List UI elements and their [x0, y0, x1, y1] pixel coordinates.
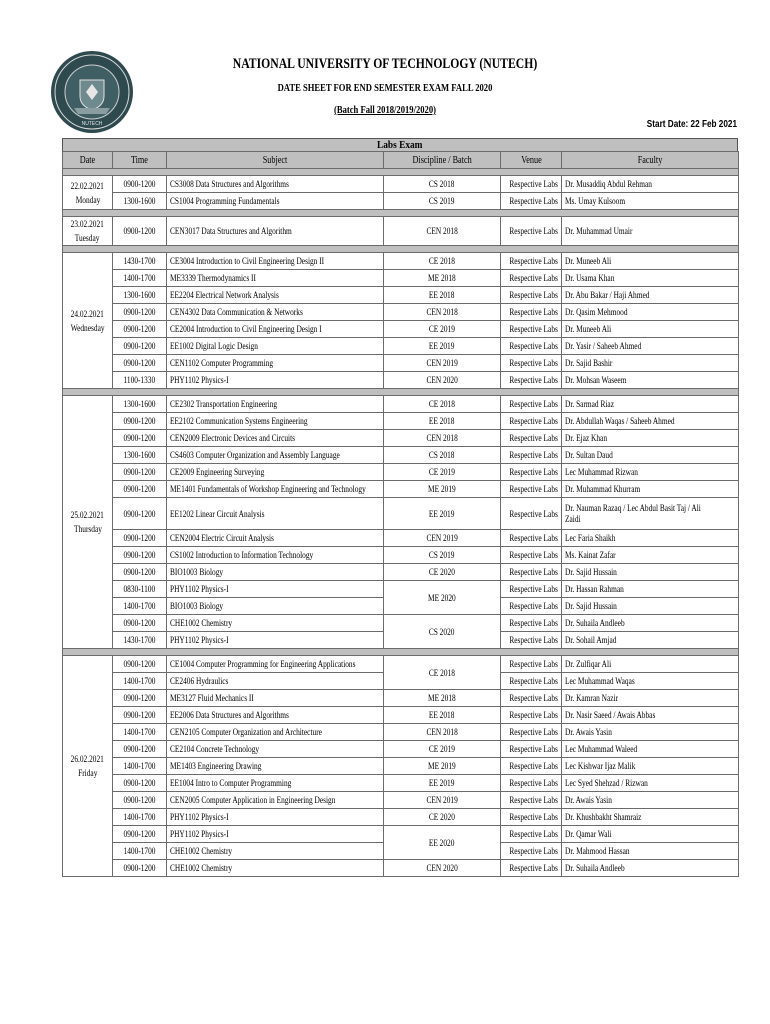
faculty-cell: Dr. Abu Bakar / Haji Ahmed — [562, 287, 739, 304]
discipline-cell: CS 2019 — [384, 193, 501, 210]
faculty-cell: Dr. Sultan Daud — [562, 447, 739, 464]
venue-cell: Respective Labs — [501, 656, 562, 673]
discipline-cell: EE 2020 — [384, 826, 501, 860]
subject-cell: ME3339 Thermodynamics II — [167, 270, 384, 287]
subject-cell: CE2104 Concrete Technology — [167, 741, 384, 758]
time-cell: 1400-1700 — [113, 673, 167, 690]
time-cell: 0900-1200 — [113, 430, 167, 447]
subject-cell: CEN1102 Computer Programming — [167, 355, 384, 372]
subject-cell: CHE1002 Chemistry — [167, 615, 384, 632]
table-row — [63, 355, 739, 372]
time-cell: 0900-1200 — [113, 530, 167, 547]
exam-day: Thursday — [73, 524, 102, 534]
faculty-cell: Dr. Usama Khan — [562, 270, 739, 287]
separator-cell — [63, 210, 739, 217]
day-separator — [63, 210, 739, 217]
venue-cell: Respective Labs — [501, 615, 562, 632]
time-cell: 0900-1200 — [113, 304, 167, 321]
venue-cell: Respective Labs — [501, 775, 562, 792]
table-row — [63, 758, 739, 775]
discipline-cell: EE 2019 — [384, 338, 501, 355]
faculty-cell: Dr. Sajid Hussain — [562, 598, 739, 615]
table-row — [63, 860, 739, 877]
exam-day: Wednesday — [70, 322, 105, 333]
subject-cell: CEN2004 Electric Circuit Analysis — [167, 530, 384, 547]
subject-cell: PHY1102 Physics-I — [167, 632, 384, 649]
venue-cell: Respective Labs — [501, 530, 562, 547]
subject-cell: ME1401 Fundamentals of Workshop Engineering and Technology — [167, 481, 384, 498]
time-cell: 1400-1700 — [113, 598, 167, 615]
subject-cell: CEN2009 Electronic Devices and Circuits — [167, 430, 384, 447]
faculty-cell: Lec Muhammad Rizwan — [562, 464, 739, 481]
subject-cell: BIO1003 Biology — [167, 598, 384, 615]
subject-cell: CE3004 Introduction to Civil Engineering Design II — [167, 253, 384, 270]
time-cell: 1300-1600 — [113, 193, 167, 210]
time-cell: 0900-1200 — [113, 338, 167, 355]
table-row — [63, 217, 739, 246]
faculty-cell: Ms. Kainat Zafar — [562, 547, 739, 564]
exam-date: 22.02.2021 — [70, 180, 105, 191]
time-cell: 1400-1700 — [113, 843, 167, 860]
faculty-cell: Dr. Awais Yasin — [562, 724, 739, 741]
time-cell: 1100-1330 — [113, 372, 167, 389]
separator-cell — [63, 389, 739, 396]
discipline-cell: CS 2018 — [384, 176, 501, 193]
col-faculty: Faculty — [562, 152, 739, 169]
time-cell: 0900-1200 — [113, 690, 167, 707]
time-cell: 0900-1200 — [113, 656, 167, 673]
venue-cell: Respective Labs — [501, 193, 562, 210]
discipline-cell: CE 2019 — [384, 321, 501, 338]
venue-cell: Respective Labs — [501, 253, 562, 270]
time-cell: 1400-1700 — [113, 758, 167, 775]
subject-cell: CEN4302 Data Communication & Networks — [167, 304, 384, 321]
exam-day: Monday — [75, 194, 100, 205]
table-row — [63, 826, 739, 843]
venue-cell: Respective Labs — [501, 809, 562, 826]
time-cell: 0900-1200 — [113, 615, 167, 632]
col-date: Date — [63, 152, 113, 169]
faculty-cell: Dr. Sohail Amjad — [562, 632, 739, 649]
faculty-cell: Dr. Sajid Bashir — [562, 355, 739, 372]
time-cell: 0900-1200 — [113, 775, 167, 792]
venue-cell: Respective Labs — [501, 581, 562, 598]
table-row — [63, 481, 739, 498]
discipline-cell: EE 2018 — [384, 413, 501, 430]
subject-cell: PHY1102 Physics-I — [167, 809, 384, 826]
faculty-cell: Lec Faria Shaikh — [562, 530, 739, 547]
venue-cell: Respective Labs — [501, 355, 562, 372]
venue-cell: Respective Labs — [501, 287, 562, 304]
venue-cell: Respective Labs — [501, 707, 562, 724]
date-cell — [63, 217, 113, 246]
discipline-cell: CE 2020 — [384, 809, 501, 826]
discipline-cell: CS 2019 — [384, 547, 501, 564]
table-row — [63, 321, 739, 338]
subject-cell: CEN3017 Data Structures and Algorithm — [167, 217, 384, 246]
separator-cell — [63, 246, 739, 253]
faculty-cell: Dr. Qamar Wali — [562, 826, 739, 843]
table-row — [63, 741, 739, 758]
subject-cell: CHE1002 Chemistry — [167, 860, 384, 877]
col-subject: Subject — [167, 152, 384, 169]
table-row — [63, 656, 739, 673]
discipline-cell: CEN 2020 — [384, 372, 501, 389]
time-cell: 0900-1200 — [113, 413, 167, 430]
discipline-cell: ME 2019 — [384, 758, 501, 775]
table-row — [63, 176, 739, 193]
discipline-cell: ME 2018 — [384, 690, 501, 707]
subject-cell: EE2006 Data Structures and Algorithms — [167, 707, 384, 724]
faculty-cell: Dr. Suhaila Andleeb — [562, 615, 739, 632]
discipline-cell: CEN 2018 — [384, 724, 501, 741]
table-row — [63, 530, 739, 547]
venue-cell: Respective Labs — [501, 338, 562, 355]
exam-date: 25.02.2021 — [70, 510, 105, 520]
table-row — [63, 547, 739, 564]
faculty-cell: Dr. Muneeb Ali — [562, 253, 739, 270]
discipline-cell: CEN 2018 — [384, 217, 501, 246]
venue-cell: Respective Labs — [501, 758, 562, 775]
date-cell — [63, 176, 113, 210]
venue-cell: Respective Labs — [501, 372, 562, 389]
time-cell: 0900-1200 — [113, 481, 167, 498]
subject-cell: CE1004 Computer Programming for Engineering Applications — [167, 656, 384, 673]
discipline-cell: CE 2018 — [384, 656, 501, 690]
table-row — [63, 581, 739, 598]
discipline-cell: CEN 2018 — [384, 430, 501, 447]
venue-cell: Respective Labs — [501, 217, 562, 246]
sheet-title: DATE SHEET FOR END SEMESTER EXAM FALL 2020 — [277, 82, 493, 94]
exam-date: 23.02.2021 — [70, 219, 105, 229]
col-time: Time — [113, 152, 167, 169]
subject-cell: CE2004 Introduction to Civil Engineering Design I — [167, 321, 384, 338]
table-row — [63, 707, 739, 724]
time-cell: 1430-1700 — [113, 253, 167, 270]
date-cell — [63, 656, 113, 877]
day-separator — [63, 246, 739, 253]
subject-cell: CS1002 Introduction to Information Technology — [167, 547, 384, 564]
subject-cell: PHY1102 Physics-I — [167, 581, 384, 598]
table-row — [63, 690, 739, 707]
subject-cell: CEN2105 Computer Organization and Architecture — [167, 724, 384, 741]
table-row — [63, 792, 739, 809]
faculty-cell: Dr. Abdullah Waqas / Saheeb Ahmed — [562, 413, 739, 430]
table-row — [63, 372, 739, 389]
time-cell: 0900-1200 — [113, 741, 167, 758]
venue-cell: Respective Labs — [501, 270, 562, 287]
venue-cell: Respective Labs — [501, 430, 562, 447]
venue-cell: Respective Labs — [501, 724, 562, 741]
table-row — [63, 809, 739, 826]
col-venue: Venue — [501, 152, 562, 169]
subject-cell: EE2204 Electrical Network Analysis — [167, 287, 384, 304]
discipline-cell: CEN 2020 — [384, 860, 501, 877]
faculty-cell: Dr. Ejaz Khan — [562, 430, 739, 447]
venue-cell: Respective Labs — [501, 547, 562, 564]
faculty-cell: Dr. Muneeb Ali — [562, 321, 739, 338]
time-cell: 0900-1200 — [113, 217, 167, 246]
venue-cell: Respective Labs — [501, 860, 562, 877]
subject-cell: PHY1102 Physics-I — [167, 372, 384, 389]
faculty-cell: Dr. Hassan Rahman — [562, 581, 739, 598]
time-cell: 0900-1200 — [113, 547, 167, 564]
subject-cell: CE2302 Transportation Engineering — [167, 396, 384, 413]
subject-cell: CHE1002 Chemistry — [167, 843, 384, 860]
discipline-cell: EE 2019 — [384, 498, 501, 530]
faculty-cell: Dr. Yasir / Saheeb Ahmed — [562, 338, 739, 355]
day-separator — [63, 649, 739, 656]
discipline-cell: ME 2018 — [384, 270, 501, 287]
exam-day: Friday — [77, 768, 98, 778]
venue-cell: Respective Labs — [501, 413, 562, 430]
time-cell: 1400-1700 — [113, 724, 167, 741]
table-row — [63, 724, 739, 741]
time-cell: 1400-1700 — [113, 270, 167, 287]
faculty-cell: Dr. Nasir Saeed / Awais Abbas — [562, 707, 739, 724]
university-title: NATIONAL UNIVERSITY OF TECHNOLOGY (NUTECH) — [232, 56, 538, 72]
venue-cell: Respective Labs — [501, 321, 562, 338]
subject-cell: EE2102 Communication Systems Engineering — [167, 413, 384, 430]
section-title: Labs Exam — [62, 138, 738, 152]
date-cell — [63, 396, 113, 649]
table-row — [63, 396, 739, 413]
table-row — [63, 430, 739, 447]
subject-cell: CS4603 Computer Organization and Assembly Language — [167, 447, 384, 464]
exam-table — [62, 151, 739, 877]
discipline-cell: EE 2018 — [384, 707, 501, 724]
faculty-cell: Dr. Muhammad Khurram — [562, 481, 739, 498]
subject-cell: CE2009 Engineering Surveying — [167, 464, 384, 481]
time-cell: 1430-1700 — [113, 632, 167, 649]
start-date: Start Date: 22 Feb 2021 — [646, 119, 737, 130]
venue-cell: Respective Labs — [501, 632, 562, 649]
time-cell: 1300-1600 — [113, 447, 167, 464]
venue-cell: Respective Labs — [501, 447, 562, 464]
faculty-cell: Dr. Khushbakht Shamraiz — [562, 809, 739, 826]
faculty-cell: Dr. Qasim Mehmood — [562, 304, 739, 321]
venue-cell: Respective Labs — [501, 598, 562, 615]
day-separator — [63, 169, 739, 176]
discipline-cell: ME 2020 — [384, 581, 501, 615]
discipline-cell: CE 2019 — [384, 741, 501, 758]
date-cell — [63, 253, 113, 389]
faculty-cell: Dr. Sarmad Riaz — [562, 396, 739, 413]
faculty-cell: Dr. Musaddiq Abdul Rehman — [562, 176, 739, 193]
venue-cell: Respective Labs — [501, 304, 562, 321]
table-row — [63, 447, 739, 464]
faculty-cell: Dr. Suhaila Andleeb — [562, 860, 739, 877]
table-row — [63, 193, 739, 210]
subject-cell: CE2406 Hydraulics — [167, 673, 384, 690]
subject-cell: ME3127 Fluid Mechanics II — [167, 690, 384, 707]
time-cell: 0830-1100 — [113, 581, 167, 598]
table-row — [63, 615, 739, 632]
venue-cell: Respective Labs — [501, 176, 562, 193]
venue-cell: Respective Labs — [501, 690, 562, 707]
table-row — [63, 338, 739, 355]
faculty-cell: Lec Muhammad Waleed — [562, 741, 739, 758]
time-cell: 0900-1200 — [113, 826, 167, 843]
subject-cell: EE1202 Linear Circuit Analysis — [167, 498, 384, 530]
venue-cell: Respective Labs — [501, 826, 562, 843]
table-row — [63, 464, 739, 481]
batch-subtitle: (Batch Fall 2018/2019/2020) — [333, 104, 437, 116]
time-cell: 0900-1200 — [113, 355, 167, 372]
exam-date: 24.02.2021 — [70, 308, 105, 319]
faculty-cell: Ms. Umay Kulsoom — [562, 193, 739, 210]
table-row — [63, 775, 739, 792]
table-header-row — [63, 152, 739, 169]
table-row — [63, 564, 739, 581]
venue-cell: Respective Labs — [501, 673, 562, 690]
time-cell: 0900-1200 — [113, 464, 167, 481]
faculty-cell: Dr. Zulfiqar Ali — [562, 656, 739, 673]
time-cell: 0900-1200 — [113, 564, 167, 581]
table-row — [63, 270, 739, 287]
svg-text:NUTECH: NUTECH — [81, 121, 103, 127]
venue-cell: Respective Labs — [501, 564, 562, 581]
exam-date: 26.02.2021 — [70, 754, 105, 764]
subject-cell: BIO1003 Biology — [167, 564, 384, 581]
table-row — [63, 304, 739, 321]
faculty-cell: Dr. Muhammad Umair — [562, 217, 739, 246]
faculty-cell: Dr. Kamran Nazir — [562, 690, 739, 707]
table-row — [63, 287, 739, 304]
time-cell: 0900-1200 — [113, 792, 167, 809]
venue-cell: Respective Labs — [501, 792, 562, 809]
table-row — [63, 498, 739, 530]
subject-cell: CS1004 Programming Fundamentals — [167, 193, 384, 210]
subject-cell: CEN2005 Computer Application in Engineering Design — [167, 792, 384, 809]
subject-cell: CS3008 Data Structures and Algorithms — [167, 176, 384, 193]
subject-cell: ME1403 Engineering Drawing — [167, 758, 384, 775]
discipline-cell: CEN 2019 — [384, 355, 501, 372]
separator-cell — [63, 649, 739, 656]
table-row — [63, 413, 739, 430]
table-row — [63, 253, 739, 270]
faculty-cell: Dr. Nauman Razaq / Lec Abdul Basit Taj / Ali Zaidi — [562, 498, 739, 530]
time-cell: 0900-1200 — [113, 860, 167, 877]
faculty-cell: Lec Syed Shehzad / Rizwan — [562, 775, 739, 792]
faculty-cell: Dr. Mahmood Hassan — [562, 843, 739, 860]
venue-cell: Respective Labs — [501, 843, 562, 860]
time-cell: 0900-1200 — [113, 498, 167, 530]
discipline-cell: CS 2020 — [384, 615, 501, 649]
discipline-cell: CEN 2018 — [384, 304, 501, 321]
subject-cell: EE1004 Intro to Computer Programming — [167, 775, 384, 792]
discipline-cell: ME 2019 — [384, 481, 501, 498]
separator-cell — [63, 169, 739, 176]
discipline-cell: CE 2019 — [384, 464, 501, 481]
faculty-cell: Lec Muhammad Waqas — [562, 673, 739, 690]
time-cell: 0900-1200 — [113, 176, 167, 193]
discipline-cell: CS 2018 — [384, 447, 501, 464]
time-cell: 0900-1200 — [113, 321, 167, 338]
col-discipline: Discipline / Batch — [384, 152, 501, 169]
venue-cell: Respective Labs — [501, 464, 562, 481]
time-cell: 1300-1600 — [113, 396, 167, 413]
discipline-cell: CE 2018 — [384, 396, 501, 413]
venue-cell: Respective Labs — [501, 741, 562, 758]
venue-cell: Respective Labs — [501, 498, 562, 530]
time-cell: 0900-1200 — [113, 707, 167, 724]
faculty-cell: Dr. Awais Yasin — [562, 792, 739, 809]
discipline-cell: EE 2018 — [384, 287, 501, 304]
discipline-cell: CEN 2019 — [384, 792, 501, 809]
faculty-cell: Dr. Mohsan Waseem — [562, 372, 739, 389]
subject-cell: EE1002 Digital Logic Design — [167, 338, 384, 355]
discipline-cell: CE 2020 — [384, 564, 501, 581]
discipline-cell: CEN 2019 — [384, 530, 501, 547]
discipline-cell: EE 2019 — [384, 775, 501, 792]
time-cell: 1400-1700 — [113, 809, 167, 826]
discipline-cell: CE 2018 — [384, 253, 501, 270]
venue-cell: Respective Labs — [501, 481, 562, 498]
exam-day: Tuesday — [75, 233, 100, 243]
venue-cell: Respective Labs — [501, 396, 562, 413]
faculty-cell: Dr. Sajid Hussain — [562, 564, 739, 581]
day-separator — [63, 389, 739, 396]
faculty-cell: Lec Kishwar Ijaz Malik — [562, 758, 739, 775]
subject-cell: PHY1102 Physics-I — [167, 826, 384, 843]
time-cell: 1300-1600 — [113, 287, 167, 304]
